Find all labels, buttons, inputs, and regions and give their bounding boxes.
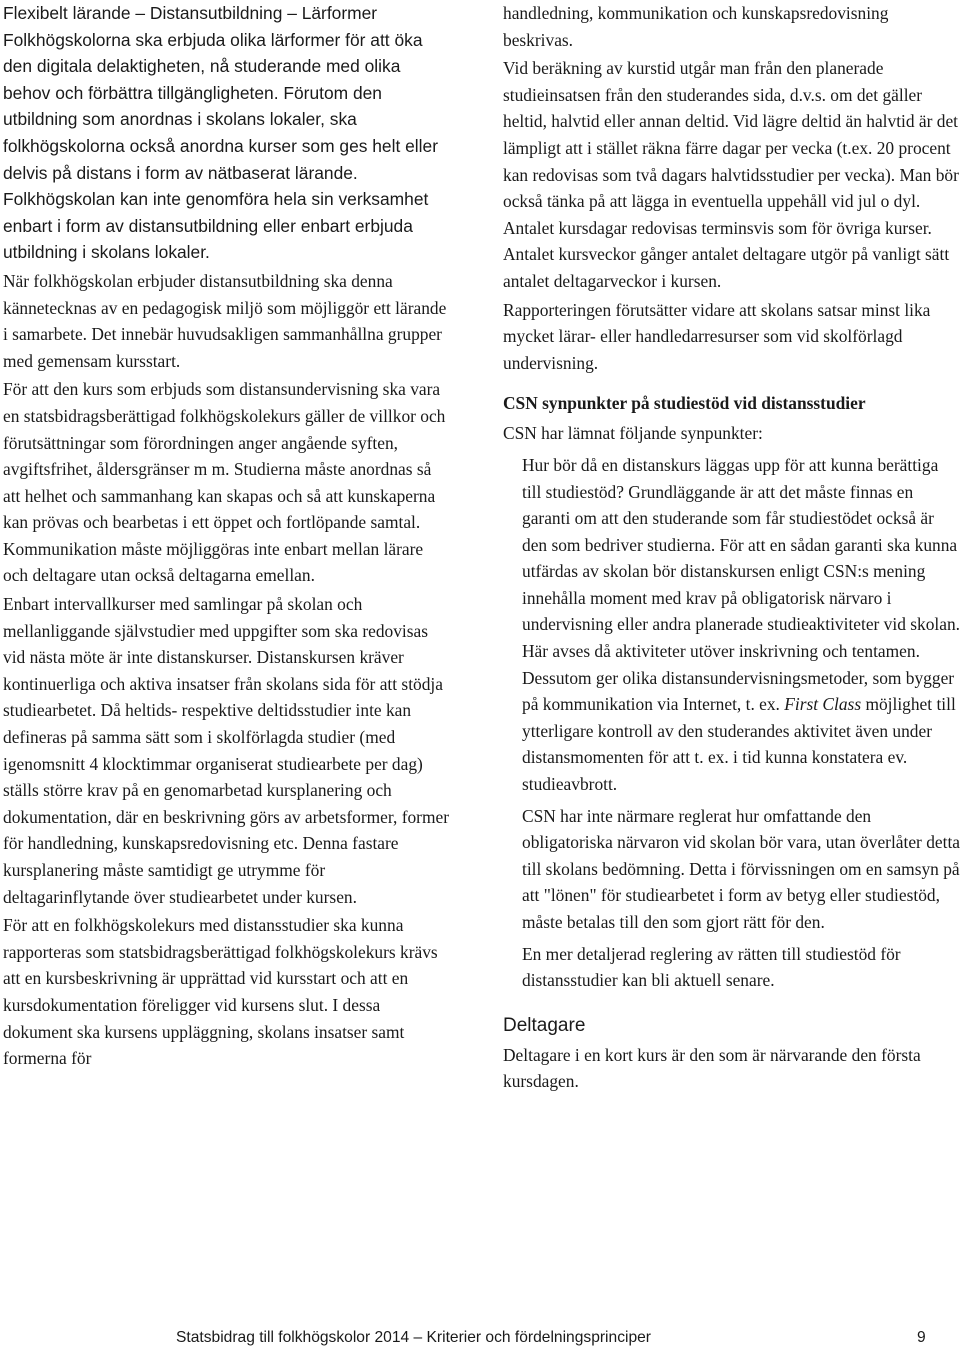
quote-paragraph [522,452,960,798]
paragraph: handledning, kommunikation och kunskapsredovisning beskrivas. [503,3,889,50]
csn-quote [522,452,960,994]
footer-text: Statsbidrag till folkhögskolor 2014 – Kriterier och fördelningsprinciper [176,1329,651,1346]
quote-emphasis: First Class [784,694,862,715]
quote-paragraph: En mer detaljerad reglering av rätten till studiestöd för distansstudier kan bli aktuell senare. [522,943,901,991]
intro-text: CSN har lämnat följande synpunkter: [503,423,763,444]
quote-paragraph: CSN har inte närmare reglerat hur omfattande den obligatoriska närvaron vid skolan bör vara, utan överlåter detta till skolans bedömning. Detta i förvissningen om en samsyn på att "lönen" för studiearbetet i form av betyg eller studiestöd, måste betalas till den som gjort rätt för den. [522,805,960,932]
left-column [3,0,452,1072]
paragraph: Enbart intervallkurser med samlingar på skolan och mellanliggande självstudier med uppgifter som ska redovisas vid nästa möte är inte distanskurser. Distanskursen kräver kontinuerliga och aktiva insatser från skolans sida för att stödja studiearbetet. Då heltids- respektive deltidsstudier inte kan defineras på samma sätt som i skolförlagda studier (med igenomsnitt 4 klocktimmar organiserat studiearbete per dag) ställs större krav på en genomarbetad kursplanering och dokumentation, där en beskrivning görs av arbetsformer, former för handledning, kunskapsredovisning etc. Denna fastare kursplanering måste samtidigt ge utrymme för deltagarinflytande över studiearbetet under kursen. [3,594,450,907]
subheading: CSN synpunkter på studiestöd vid distansstudier [503,393,866,414]
right-column [503,0,960,1095]
paragraph: För att en folkhögskolekurs med distansstudier ska kunna rapporteras som statsbidragsberättigad folkhögskolekurs krävs att en kursbeskrivning är upprättad vid kursstart och att en kursdokumentation föreligger vid kursens slut. I dessa dokument ska kursens uppläggning, skolans insatser samt formerna för [3,915,438,1069]
paragraph: När folkhögskolan erbjuder distansutbildning ska denna kännetecknas av en pedagogisk miljö som möjliggör ett lärande i samarbete. Det innebär huvudsakligen sammanhållna grupper med gemensam kursstart. [3,270,447,371]
paragraph: För att den kurs som erbjuds som distansundervisning ska vara en statsbidragsberättigad folkhögskolekurs gäller de villkor och förutsättningar som förordningen anger angående syften, avgiftsfrihet, åldersgränser m m. Studierna måste anordnas så att helhet och sammanhang kan skapas och så att kunskaperna kan prövas och bearbetas i ett öppet och fortlöpande samtal. Kommunikation måste möjliggöras inte enbart mellan lärare och deltagare utan också deltagarna emellan. [3,379,446,586]
paragraph: Rapporteringen förutsätter vidare att skolans satsar minst lika mycket lärar- eller handledarresurser som vid skolförlagd undervisning. [503,299,931,373]
section-heading: Flexibelt lärande – Distansutbildning – Lärformer [3,3,378,23]
quote-text: Hur bör då en distanskurs läggas upp för att kunna berättiga till studiestöd? Grundläggande är att det måste finnas en garanti om att den studerande som får studiestödet också är den som bedriver studierna. För att en sådan garanti ska kunna utfärdas av skolan bör distanskursen enligt CSN:s mening innehålla moment med krav på obligatorisk närvaro i undervisning eller andra planerade studieaktiviteter vid skolan. Här avses då aktiviteter utöver inskrivning och tentamen. Dessutom ger olika distansundervisningsmetoder, som bygger på kommunikation via Internet, t. ex. [522,454,960,715]
paragraph: Vid beräkning av kurstid utgår man från den planerade studieinsatsen från den studerandes sida, d.v.s. om det gäller heltid, halvtid eller annan deltid. Vid lägre deltid än halvtid är det lämpligt att i stället räkna färre dagar per vecka (t.ex. 20 procent kan redovisas som två dagars halvtidsstudier per vecka). Man bör också tänka på att lägga in eventuella uppehåll vid jul o dyl. Antalet kursdagar redovisas terminsvis som för övriga kurser. Antalet kursveckor gånger antalet deltagare utgör på vanligt sätt antalet deltagarveckor i kursen. [503,58,959,291]
paragraph: Deltagare i en kort kurs är den som är närvarande den första kursdagen. [503,1044,921,1092]
section-heading-deltagare: Deltagare [503,1014,586,1036]
page-number: 9 [917,1329,926,1346]
quote-text: möjlighet till ytterligare kontroll av den studerandes aktivitet även under distansmomenten för att t. ex. i tid kunna konstatera ev. studieavbrott. [522,694,956,795]
paragraph: Folkhögskolorna ska erbjuda olika lärformer för att öka den digitala delaktigheten, nå studerande med olika behov och förbättra tillgängligheten. Förutom den utbildning som anordnas i skolans lokaler, ska folkhögskolorna också anordna kurser som ges helt eller delvis på distans i form av nätbaserat lärande. Folkhögskolan kan inte genomföra hela sin verksamhet enbart i form av distansutbildning eller enbart erbjuda utbildning i skolans lokaler. [3,29,438,263]
